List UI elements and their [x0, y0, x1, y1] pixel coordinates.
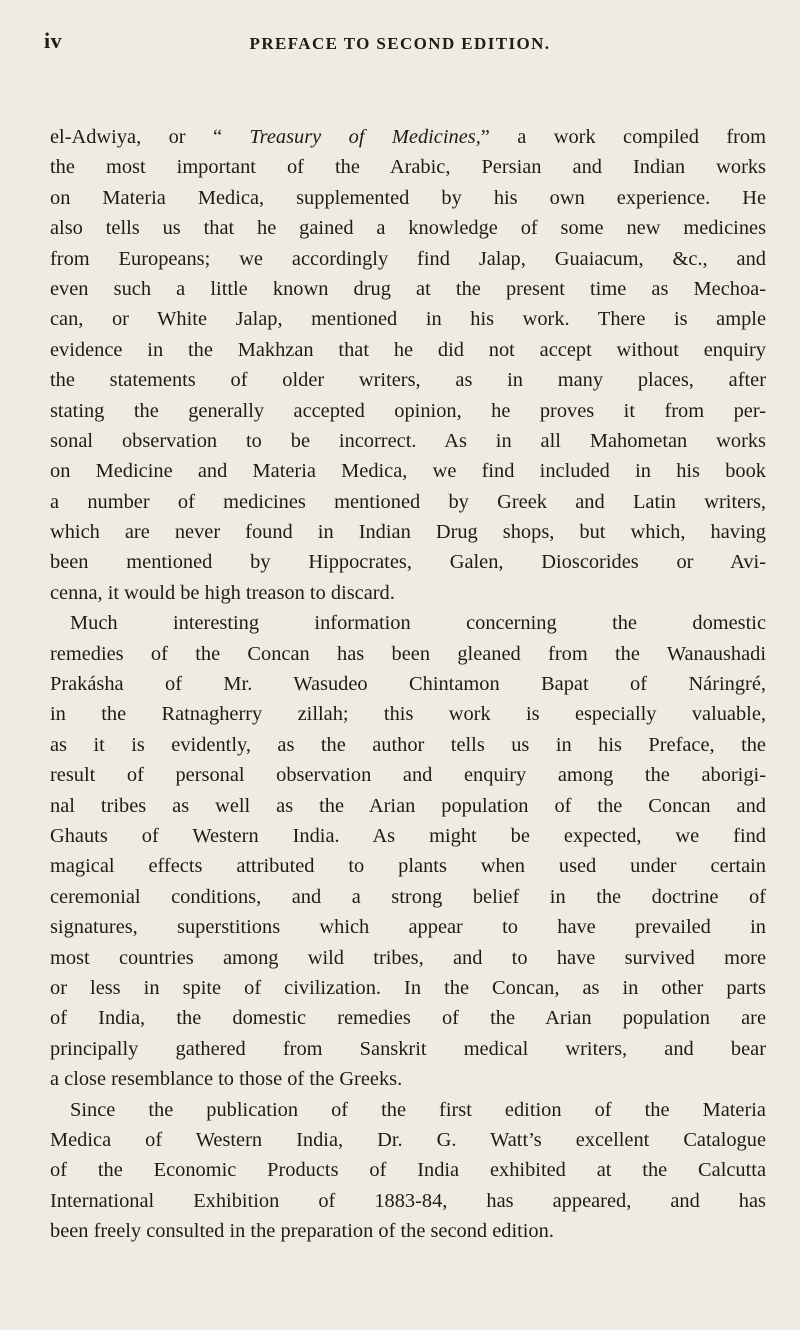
page-number: iv [44, 28, 63, 53]
text-line: been freely consulted in the preparation of the second edition. [50, 1220, 554, 1243]
text-line: Since the publication of the first edition of the Materia [70, 1098, 766, 1121]
running-head: PREFACE TO SECOND EDITION. [249, 34, 551, 53]
text-line: a number of medicines mentioned by Greek and Latin writers, [50, 490, 766, 513]
text-line: Medica of Western India, Dr. G. Watt’s excellent Catalogue [50, 1128, 766, 1151]
text-line: also tells us that he gained a knowledge of some new medicines [50, 217, 766, 240]
text-line: of India, the domestic remedies of the Arian population are [50, 1007, 766, 1030]
text-line: Ghauts of Western India. As might be expected, we find [50, 824, 766, 847]
text-line: the statements of older writers, as in many places, after [50, 369, 766, 392]
text-line: of the Economic Products of India exhibited at the Calcutta [50, 1159, 766, 1182]
text-line: magical effects attributed to plants when used under certain [50, 855, 766, 878]
text-line: in the Ratnagherry zillah; this work is especially valuable, [50, 703, 766, 726]
text-line: can, or White Jalap, mentioned in his work. There is ample [50, 308, 766, 331]
text-line: International Exhibition of 1883-84, has appeared, and has [50, 1189, 766, 1212]
text-line: result of personal observation and enquiry among the aborigi- [50, 764, 766, 787]
text-line: nal tribes as well as the Arian population of the Concan and [50, 794, 766, 817]
text-line: stating the generally accepted opinion, he proves it from per- [50, 399, 766, 422]
page-header [44, 28, 756, 68]
text-line [50, 122, 766, 152]
text-line: even such a little known drug at the present time as Mechoa- [50, 277, 766, 300]
text-line: a close resemblance to those of the Greeks. [50, 1068, 403, 1091]
text-line: remedies of the Concan has been gleaned from the Wanaushadi [50, 642, 766, 665]
text-line: on Materia Medica, supplemented by his own experience. He [50, 186, 766, 209]
text-line: Prakásha of Mr. Wasudeo Chintamon Bapat of Náringré, [50, 673, 766, 696]
text-line-end: ” a work compiled from [480, 126, 766, 148]
text-line: sonal observation to be incorrect. As in all Mahometan works [50, 429, 766, 452]
book-title: Treasury of Medicines, [249, 126, 481, 148]
text-line: most countries among wild tribes, and to have survived more [50, 946, 766, 969]
text-line: been mentioned by Hippocrates, Galen, Dioscorides or Avi- [50, 551, 766, 574]
text-line: which are never found in Indian Drug shops, but which, having [50, 521, 766, 544]
body-text [50, 122, 766, 1246]
text-line: principally gathered from Sanskrit medical writers, and bear [50, 1037, 766, 1060]
text-line: or less in spite of civilization. In the Concan, as in other parts [50, 976, 766, 999]
text-line: the most important of the Arabic, Persian and Indian works [50, 156, 766, 179]
text-line: Much interesting information concerning the domestic [70, 612, 766, 635]
text-line: on Medicine and Materia Medica, we find included in his book [50, 460, 766, 483]
text-line-start: el-Adwiya, or “ [50, 126, 250, 148]
text-line: cenna, it would be high treason to discard. [50, 581, 395, 604]
text-line: ceremonial conditions, and a strong belief in the doctrine of [50, 885, 766, 908]
text-line: evidence in the Makhzan that he did not accept without enquiry [50, 338, 766, 361]
text-line: as it is evidently, as the author tells us in his Preface, the [50, 733, 766, 756]
text-line: from Europeans; we accordingly find Jalap, Guaiacum, &c., and [50, 247, 766, 270]
text-line: signatures, superstitions which appear to have prevailed in [50, 916, 766, 939]
